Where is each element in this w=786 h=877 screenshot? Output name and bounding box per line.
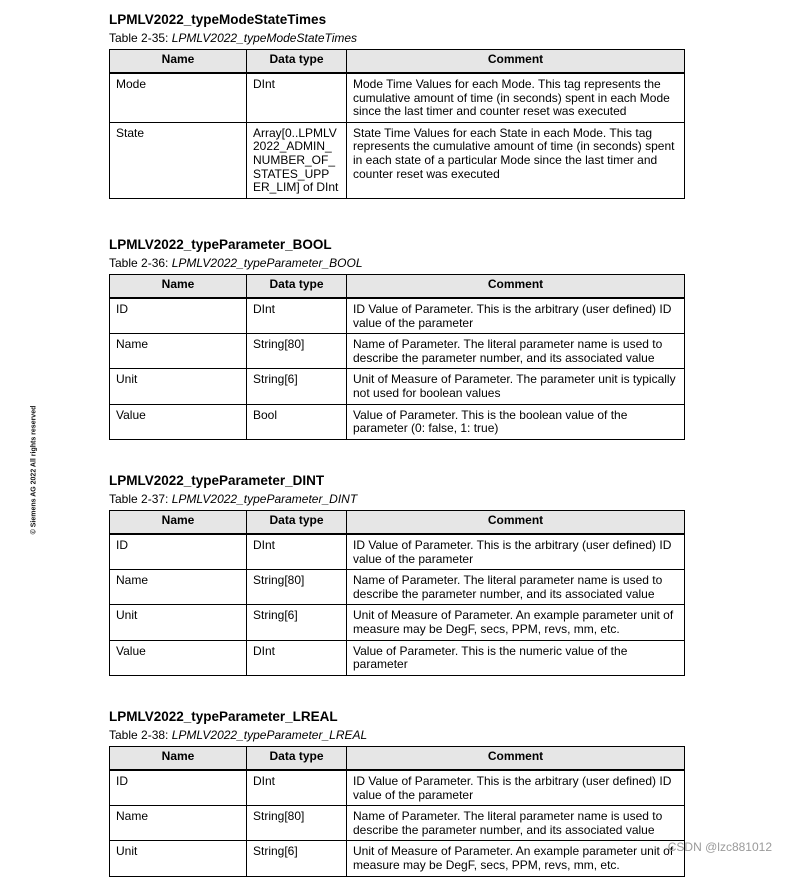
cell-name: Unit	[110, 841, 247, 876]
table-caption	[109, 728, 685, 742]
col-header-data-type: Data type	[247, 747, 347, 771]
table-label: Table 2-38:	[109, 728, 169, 742]
cell-comment: Unit of Measure of Parameter. An example parameter unit of measure may be DegF, secs, PPM, revs, mm, etc.	[347, 605, 685, 640]
col-header-data-type: Data type	[247, 50, 347, 74]
cell-data-type: String[6]	[247, 841, 347, 876]
table-2-35	[109, 49, 685, 199]
cell-name: Name	[110, 570, 247, 605]
cell-comment: ID Value of Parameter. This is the arbitrary (user defined) ID value of the parameter	[347, 534, 685, 570]
table-row	[110, 298, 685, 334]
cell-name: Name	[110, 806, 247, 841]
section-parameter-dint	[109, 473, 685, 676]
cell-comment: Name of Parameter. The literal parameter name is used to describe the parameter number, and its associated value	[347, 806, 685, 841]
table-row	[110, 334, 685, 369]
cell-name: ID	[110, 534, 247, 570]
cell-comment: ID Value of Parameter. This is the arbitrary (user defined) ID value of the parameter	[347, 298, 685, 334]
cell-comment: Mode Time Values for each Mode. This tag represents the cumulative amount of time (in seconds) spent in each Mode since the last timer and counter reset was executed	[347, 73, 685, 122]
section-title: LPMLV2022_typeModeStateTimes	[109, 12, 327, 27]
section-title: LPMLV2022_typeParameter_DINT	[109, 473, 325, 488]
table-row	[110, 534, 685, 570]
watermark: CSDN @lzc881012	[667, 840, 772, 854]
table-2-37	[109, 510, 685, 676]
col-header-comment: Comment	[347, 50, 685, 74]
table-row	[110, 122, 685, 198]
table-label: Table 2-35:	[109, 31, 169, 45]
cell-comment: Value of Parameter. This is the boolean value of the parameter (0: false, 1: true)	[347, 404, 685, 439]
cell-comment: Unit of Measure of Parameter. The parameter unit is typically not used for boolean values	[347, 369, 685, 404]
cell-data-type: DInt	[247, 534, 347, 570]
cell-name: ID	[110, 770, 247, 806]
col-header-comment: Comment	[347, 275, 685, 299]
table-row	[110, 605, 685, 640]
cell-name: Value	[110, 404, 247, 439]
table-name: LPMLV2022_typeParameter_BOOL	[171, 256, 363, 270]
cell-name: Name	[110, 334, 247, 369]
cell-data-type: DInt	[247, 640, 347, 675]
section-parameter-lreal	[109, 709, 685, 877]
cell-data-type: String[6]	[247, 605, 347, 640]
cell-comment: State Time Values for each State in each Mode. This tag represents the cumulative amount of time (in seconds) spent in each state of a particular Mode since the last timer and counter reset was executed	[347, 122, 685, 198]
cell-comment: Unit of Measure of Parameter. An example parameter unit of measure may be DegF, secs, PPM, revs, mm, etc.	[347, 841, 685, 876]
table-label: Table 2-37:	[109, 492, 169, 506]
section-mode-state-times	[109, 12, 685, 199]
copyright-side-note: © Siemens AG 2022 All rights reserved	[30, 405, 38, 535]
col-header-data-type: Data type	[247, 275, 347, 299]
cell-comment: Value of Parameter. This is the numeric value of the parameter	[347, 640, 685, 675]
cell-comment: Name of Parameter. The literal parameter name is used to describe the parameter number, and its associated value	[347, 570, 685, 605]
table-row	[110, 369, 685, 404]
cell-name: Unit	[110, 605, 247, 640]
table-row	[110, 841, 685, 876]
col-header-data-type: Data type	[247, 511, 347, 535]
cell-data-type: DInt	[247, 298, 347, 334]
cell-name: State	[110, 122, 247, 198]
table-row	[110, 404, 685, 439]
cell-data-type: DInt	[247, 770, 347, 806]
section-title: LPMLV2022_typeParameter_LREAL	[109, 709, 338, 724]
table-row	[110, 640, 685, 675]
table-row	[110, 806, 685, 841]
cell-data-type: String[80]	[247, 570, 347, 605]
col-header-comment: Comment	[347, 747, 685, 771]
cell-data-type: String[80]	[247, 806, 347, 841]
table-name: LPMLV2022_typeModeStateTimes	[171, 31, 358, 45]
section-title: LPMLV2022_typeParameter_BOOL	[109, 237, 332, 252]
cell-name: Value	[110, 640, 247, 675]
cell-name: Unit	[110, 369, 247, 404]
cell-data-type: Array[0..LPMLV 2022_ADMIN_ NUMBER_OF_ STATES_UPP ER_LIM] of DInt	[247, 122, 347, 198]
table-row	[110, 770, 685, 806]
table-name: LPMLV2022_typeParameter_DINT	[171, 492, 358, 506]
table-row	[110, 73, 685, 122]
col-header-name: Name	[110, 50, 247, 74]
cell-comment: Name of Parameter. The literal parameter name is used to describe the parameter number, and its associated value	[347, 334, 685, 369]
cell-name: ID	[110, 298, 247, 334]
cell-data-type: String[80]	[247, 334, 347, 369]
table-caption	[109, 492, 685, 506]
col-header-name: Name	[110, 275, 247, 299]
table-row	[110, 570, 685, 605]
col-header-name: Name	[110, 511, 247, 535]
cell-name: Mode	[110, 73, 247, 122]
table-caption	[109, 256, 685, 270]
cell-data-type: DInt	[247, 73, 347, 122]
table-label: Table 2-36:	[109, 256, 169, 270]
table-name: LPMLV2022_typeParameter_LREAL	[171, 728, 368, 742]
section-parameter-bool	[109, 237, 685, 440]
col-header-comment: Comment	[347, 511, 685, 535]
col-header-name: Name	[110, 747, 247, 771]
cell-comment: ID Value of Parameter. This is the arbitrary (user defined) ID value of the parameter	[347, 770, 685, 806]
table-caption	[109, 31, 685, 45]
table-2-36	[109, 274, 685, 440]
cell-data-type: Bool	[247, 404, 347, 439]
table-2-38	[109, 746, 685, 877]
cell-data-type: String[6]	[247, 369, 347, 404]
